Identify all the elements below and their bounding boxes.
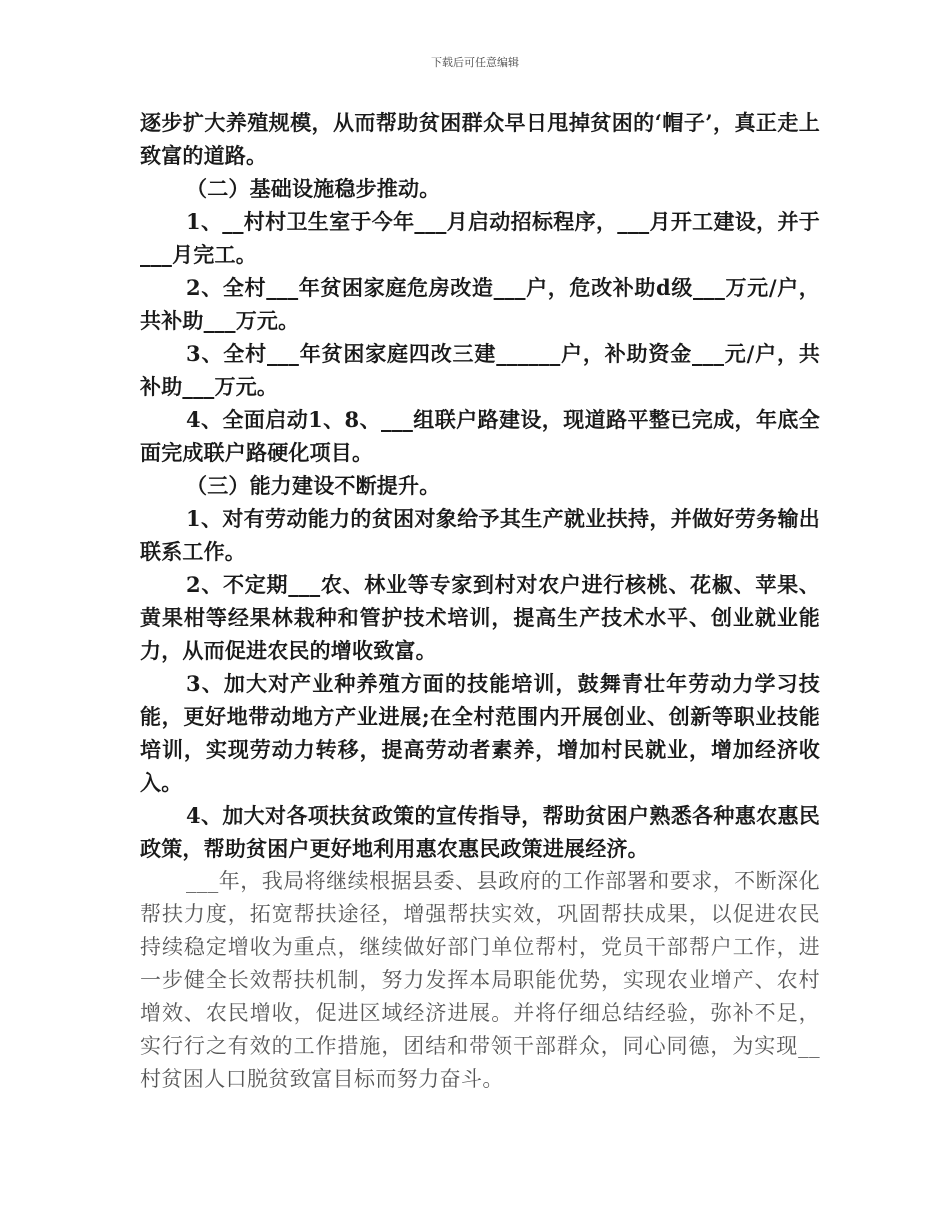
section-heading-3: （三）能力建设不断提升。 — [186, 473, 441, 498]
paragraph-item-3-2: 2、不定期___农、林业等专家到村对农户进行核桃、花椒、苹果、黄果柑等经果林栽种和管护技术培训，提高生产技术水平、创业就业能力，从而促进农民的增收致富。 — [140, 572, 820, 663]
paragraph-item-3-4: 4、加大对各项扶贫政策的宣传指导，帮助贫困户熟悉各种惠农惠民政策，帮助贫困户更好地利用惠农惠民政策进展经济。 — [140, 803, 820, 861]
paragraph-item-3-3: 3、加大对产业种养殖方面的技能培训，鼓舞青壮年劳动力学习技能，更好地带动地方产业进展;在全村范围内开展创业、创新等职业技能培训，实现劳动力转移，提高劳动者素养，增加村民就业，增加经济收入。 — [140, 671, 820, 795]
page-header: 下载后可任意编辑 — [431, 56, 519, 69]
paragraph-item-2-4: 4、全面启动1、8、___组联户路建设，现道路平整已完成，年底全面完成联户路硬化项目。 — [140, 407, 820, 465]
closing-paragraph: ___年，我局将继续根据县委、县政府的工作部署和要求，不断深化帮扶力度，拓宽帮扶途径，增强帮扶实效，巩固帮扶成果，以促进农民持续稳定增收为重点，继续做好部门单位帮村，党员干部帮户工作，进一步健全长效帮扶机制，努力发挥本局职能优势，实现农业增产、农村增效、农民增收，促进区域经济进展。并将仔细总结经验，弥补不足，实行行之有效的工作措施，团结和带领干部群众，同心同德，为实现__村贫困人口脱贫致富目标而努力奋斗。 — [140, 869, 820, 1091]
document-body — [140, 106, 820, 1096]
paragraph-item-2-1: 1、__村村卫生室于今年___月启动招标程序，___月开工建设，并于___月完工。 — [140, 209, 820, 267]
paragraph-item-3-1: 1、对有劳动能力的贫困对象给予其生产就业扶持，并做好劳务输出联系工作。 — [140, 506, 820, 564]
paragraph-1: 逐步扩大养殖规模，从而帮助贫困群众早日甩掉贫困的‘帽子’，真正走上致富的道路。 — [140, 110, 820, 168]
section-heading-2: （二）基础设施稳步推动。 — [186, 176, 441, 201]
paragraph-item-2-2: 2、全村___年贫困家庭危房改造___户，危改补助d级___万元/户，共补助___万元。 — [140, 275, 820, 333]
paragraph-item-2-3: 3、全村___年贫困家庭四改三建______户，补助资金___元/户，共补助___万元。 — [140, 341, 820, 399]
